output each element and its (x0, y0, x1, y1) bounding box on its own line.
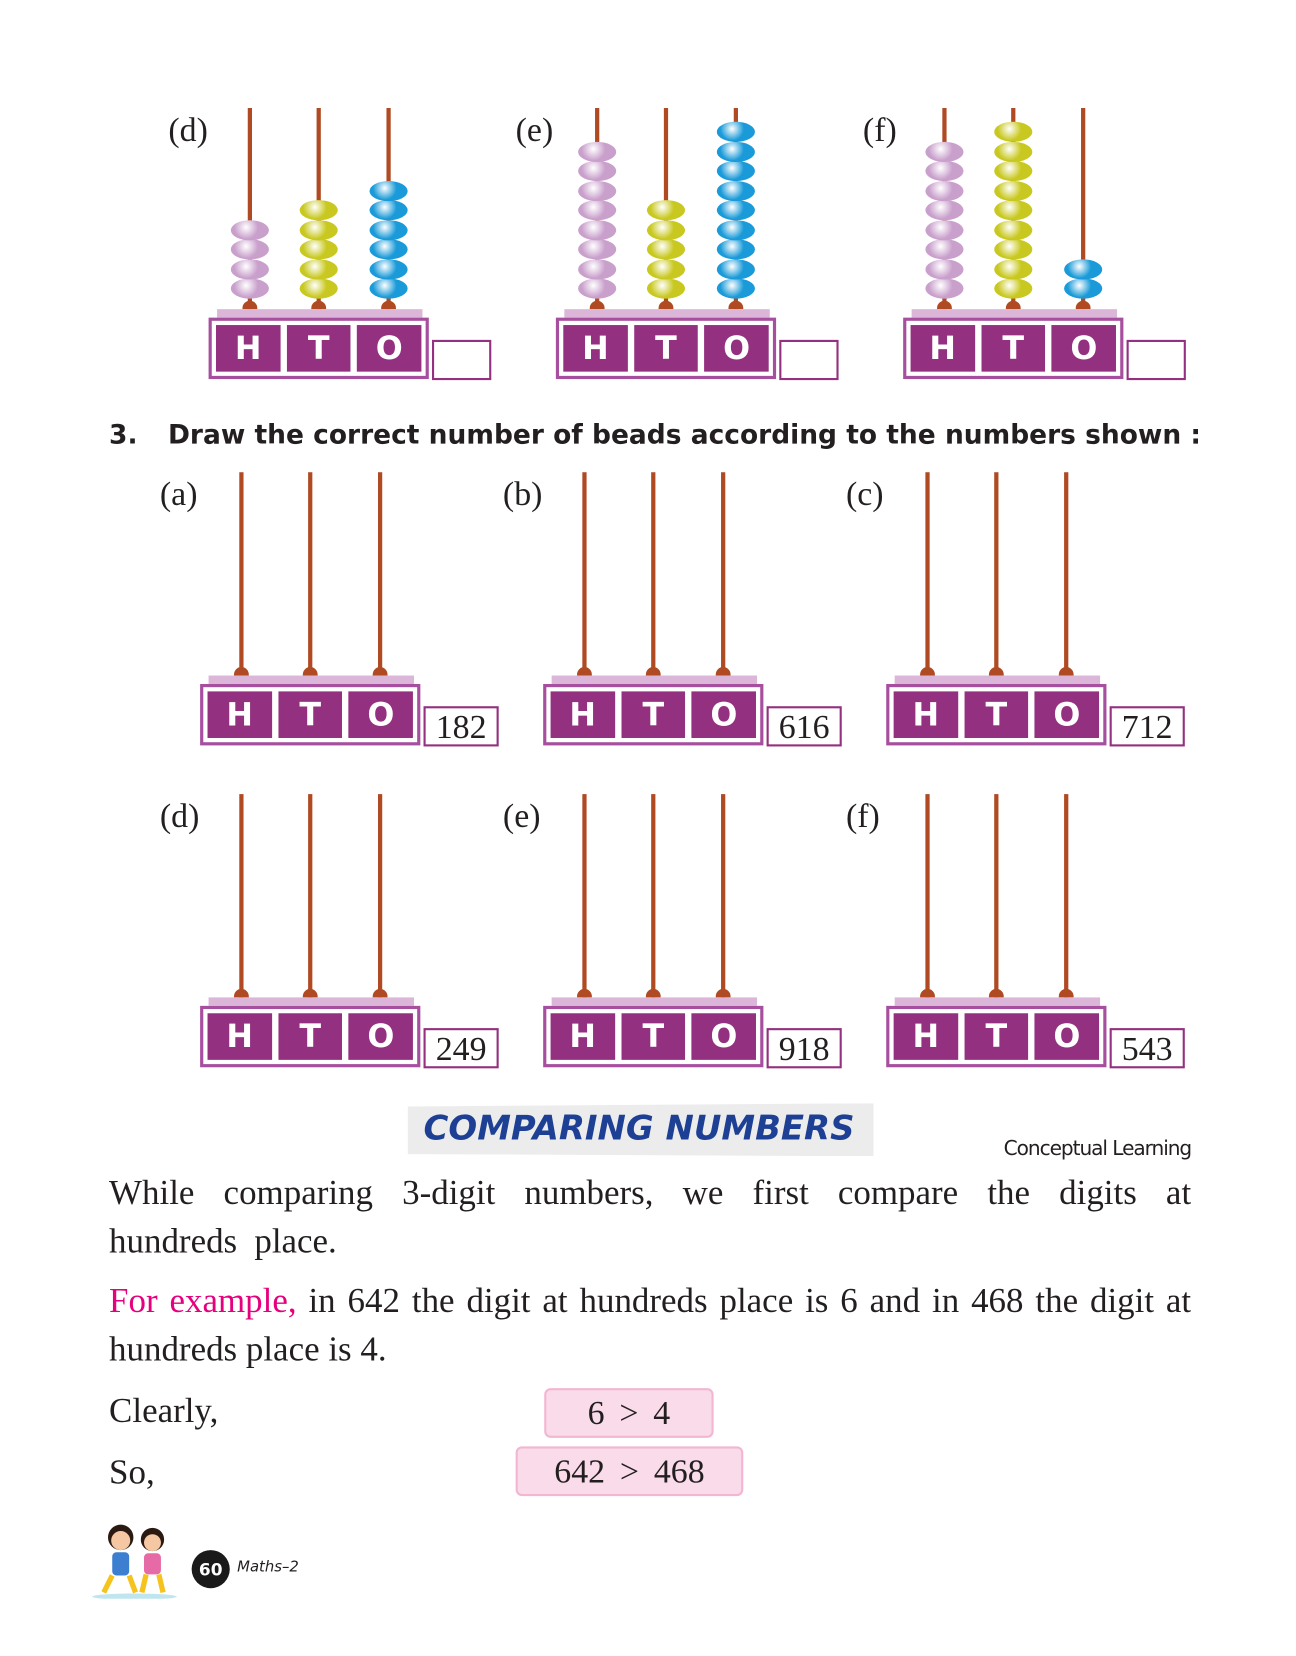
place-value-frame (209, 318, 429, 379)
abacus-rod (994, 794, 998, 997)
place-t-label: T (964, 691, 1028, 738)
rod-base (989, 989, 1004, 997)
bead (647, 200, 685, 220)
rod-base (1076, 301, 1091, 309)
answer-box: 543 (1110, 1028, 1185, 1068)
paragraph-2-text: in 642 the digit at hundreds place is 6 and in 468 the digit at hundreds place is 4. (109, 1282, 1192, 1370)
question-3 (109, 419, 1201, 450)
item-label: (a) (159, 474, 198, 513)
bead (925, 161, 963, 181)
bead (647, 239, 685, 259)
bead (370, 200, 408, 220)
rod-base (646, 989, 661, 997)
rod-base (989, 667, 1004, 675)
place-t-label: T (634, 325, 698, 372)
bead (647, 220, 685, 240)
place-o-label: O (349, 1013, 413, 1060)
answer-box: 616 (767, 706, 842, 746)
place-t-label: T (278, 691, 342, 738)
rod-base (1059, 667, 1074, 675)
bead (300, 278, 338, 298)
place-h-label: H (216, 325, 280, 372)
bead (925, 181, 963, 201)
rod-base (373, 667, 388, 675)
place-t-label: T (621, 1013, 685, 1060)
bead (717, 122, 755, 142)
abacus-rod (239, 794, 243, 997)
rod-base (920, 667, 935, 675)
bead (370, 220, 408, 240)
abacus-rod (925, 472, 929, 675)
abacus-shelf (895, 676, 1100, 684)
rod-base (728, 301, 743, 309)
abacus-rod (651, 794, 655, 997)
place-value-frame (543, 1006, 763, 1067)
bead (925, 220, 963, 240)
bead (578, 220, 616, 240)
rod-base (234, 667, 249, 675)
place-value-frame (200, 684, 420, 745)
bead (994, 200, 1032, 220)
abacus-shelf (895, 997, 1100, 1005)
rod-base (311, 301, 326, 309)
abacus-shelf (564, 309, 769, 317)
bead (717, 239, 755, 259)
abacus-shelf (912, 309, 1117, 317)
page-number-badge (192, 1550, 230, 1588)
clearly-label: Clearly, (109, 1392, 219, 1431)
rod-base (716, 667, 731, 675)
place-o-label: O (1035, 691, 1099, 738)
bead (578, 141, 616, 161)
bead (717, 181, 755, 201)
answer-box[interactable] (432, 340, 491, 380)
abacus-rod (925, 794, 929, 997)
rod-base (234, 989, 249, 997)
bead (231, 220, 269, 240)
bead (578, 259, 616, 279)
rod-base (577, 989, 592, 997)
abacus-rod (721, 472, 725, 675)
paragraph-2 (109, 1277, 1191, 1374)
abacus-rod (651, 472, 655, 675)
place-t-label: T (278, 1013, 342, 1060)
rod-base (303, 667, 318, 675)
abacus-rod (378, 794, 382, 997)
place-value-frame (903, 318, 1123, 379)
bead (370, 181, 408, 201)
place-t-label: T (621, 691, 685, 738)
place-value-frame (556, 318, 776, 379)
bead (578, 181, 616, 201)
bead (925, 141, 963, 161)
rod-base (381, 301, 396, 309)
bead (925, 200, 963, 220)
paragraph-1: While comparing 3-digit numbers, we first compare the digits at hundreds place. (109, 1174, 1192, 1262)
answer-box: 918 (767, 1028, 842, 1068)
bead (717, 161, 755, 181)
abacus-shelf (209, 676, 414, 684)
place-h-label: H (563, 325, 627, 372)
bead (300, 220, 338, 240)
page-number: 60 (198, 1559, 223, 1580)
bead (300, 200, 338, 220)
item-label: (e) (515, 110, 554, 149)
place-h-label: H (894, 1013, 958, 1060)
place-h-label: H (551, 691, 615, 738)
section-tag: Conceptual Learning (1003, 1137, 1192, 1161)
place-h-label: H (894, 691, 958, 738)
place-value-frame (886, 684, 1106, 745)
bead (717, 141, 755, 161)
question-text: Draw the correct number of beads according to the numbers shown : (167, 419, 1202, 450)
abacus-rod (721, 794, 725, 997)
abacus-rod (378, 472, 382, 675)
rod-base (590, 301, 605, 309)
bead (925, 259, 963, 279)
section-title: COMPARING NUMBERS (423, 1107, 855, 1148)
abacus-rod (239, 472, 243, 675)
place-h-label: H (551, 1013, 615, 1060)
abacus-rod (1064, 472, 1068, 675)
answer-box[interactable] (779, 340, 838, 380)
bead (578, 200, 616, 220)
bead (717, 220, 755, 240)
item-label: (c) (845, 474, 884, 513)
bead (994, 122, 1032, 142)
bead (647, 278, 685, 298)
bead (231, 239, 269, 259)
abacus-rod (1064, 794, 1068, 997)
place-o-label: O (357, 325, 421, 372)
abacus-shelf (552, 676, 757, 684)
abacus-rod (308, 794, 312, 997)
item-label: (e) (502, 796, 541, 835)
bead (925, 239, 963, 259)
bead (994, 220, 1032, 240)
question-number: 3. (109, 419, 138, 450)
answer-box: 182 (424, 706, 499, 746)
bead (994, 181, 1032, 201)
rod-base (577, 667, 592, 675)
place-o-label: O (692, 1013, 756, 1060)
item-label: (d) (168, 110, 208, 149)
bead (994, 141, 1032, 161)
bead (925, 278, 963, 298)
abacus-rod (994, 472, 998, 675)
item-label: (d) (159, 796, 200, 835)
abacus-shelf (217, 309, 422, 317)
bead (578, 161, 616, 181)
abacus-rod (582, 794, 586, 997)
item-label: (b) (502, 474, 543, 513)
place-t-label: T (964, 1013, 1028, 1060)
comparison-box-numbers: 642 > 468 (516, 1446, 744, 1496)
answer-box[interactable] (1127, 340, 1186, 380)
kids-mascot-icon (89, 1520, 180, 1598)
answer-box: 712 (1110, 706, 1185, 746)
place-t-label: T (981, 325, 1045, 372)
place-h-label: H (208, 691, 272, 738)
bead (717, 278, 755, 298)
rod-base (242, 301, 257, 309)
bead (717, 259, 755, 279)
highlight-text: For example, (109, 1282, 297, 1321)
place-t-label: T (287, 325, 351, 372)
place-value-frame (543, 684, 763, 745)
rod-base (373, 989, 388, 997)
bead (300, 239, 338, 259)
bead (647, 259, 685, 279)
abacus-shelf (552, 997, 757, 1005)
answer-box: 249 (424, 1028, 499, 1068)
bead (300, 259, 338, 279)
abacus-rod (308, 472, 312, 675)
rod-base (646, 667, 661, 675)
place-o-label: O (692, 691, 756, 738)
abacus-shelf (209, 997, 414, 1005)
place-o-label: O (349, 691, 413, 738)
place-o-label: O (704, 325, 768, 372)
rod-base (716, 989, 731, 997)
rod-base (920, 989, 935, 997)
place-h-label: H (208, 1013, 272, 1060)
rod-base (659, 301, 674, 309)
place-h-label: H (911, 325, 975, 372)
bead (578, 278, 616, 298)
rod-base (1006, 301, 1021, 309)
bead (717, 200, 755, 220)
rod-base (303, 989, 318, 997)
rod-base (1059, 989, 1074, 997)
place-o-label: O (1035, 1013, 1099, 1060)
abacus-rod (582, 472, 586, 675)
bead (1064, 259, 1102, 279)
bead (1064, 278, 1102, 298)
bead (994, 239, 1032, 259)
place-o-label: O (1052, 325, 1116, 372)
place-value-frame (886, 1006, 1106, 1067)
bead (578, 239, 616, 259)
book-title: Maths–2 (237, 1558, 299, 1576)
bead (370, 259, 408, 279)
bead (231, 278, 269, 298)
item-label: (f) (862, 110, 897, 149)
comparison-box-digits: 6 > 4 (544, 1388, 713, 1438)
bead (231, 259, 269, 279)
bead (994, 259, 1032, 279)
so-label: So, (109, 1453, 155, 1492)
bead (370, 239, 408, 259)
item-label: (f) (845, 796, 880, 835)
bead (994, 161, 1032, 181)
bead (994, 278, 1032, 298)
bead (370, 278, 408, 298)
rod-base (937, 301, 952, 309)
place-value-frame (200, 1006, 420, 1067)
